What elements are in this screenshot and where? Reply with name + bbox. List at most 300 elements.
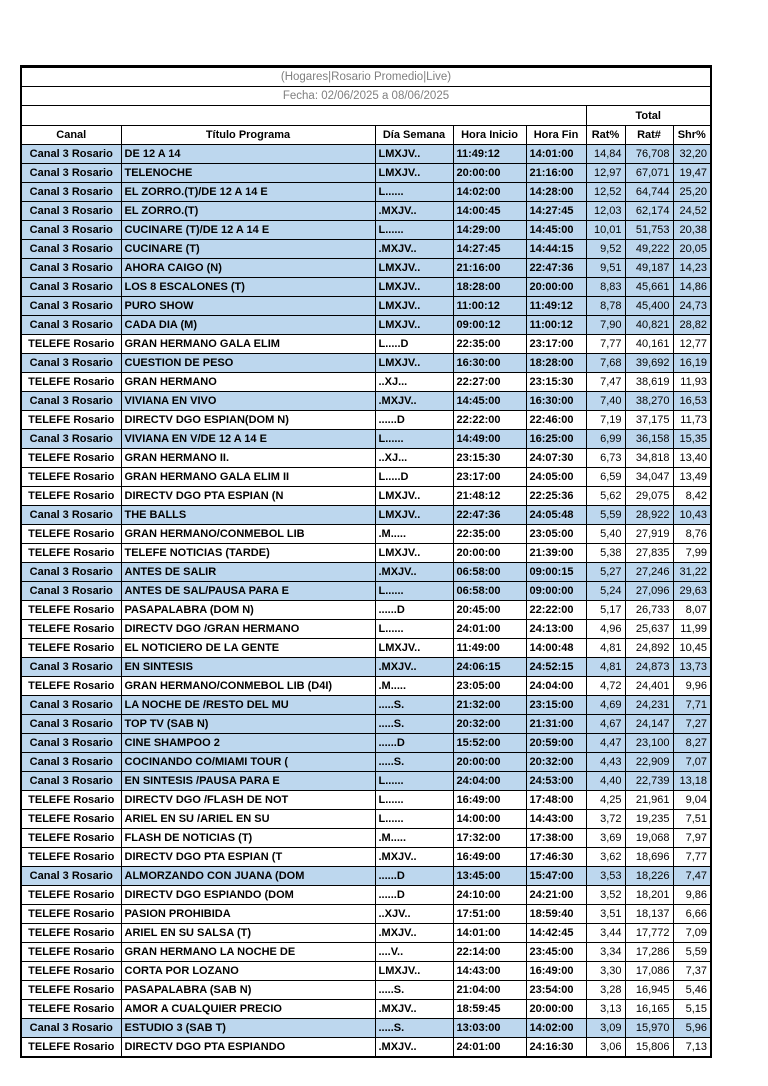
table-row xyxy=(21,829,711,848)
program-title-cell: EL ZORRO.(T)/DE 12 A 14 E xyxy=(121,183,375,202)
day-week-cell: .MXJV.. xyxy=(375,563,453,582)
canal-cell: Canal 3 Rosario xyxy=(21,753,121,772)
total-group-row xyxy=(21,106,711,126)
table-row xyxy=(21,145,711,164)
rating-num-cell: 34,818 xyxy=(625,449,673,468)
rating-pct-cell: 12,52 xyxy=(586,183,625,202)
day-week-cell: .M..... xyxy=(375,677,453,696)
rating-pct-cell: 3,72 xyxy=(586,810,625,829)
table-row xyxy=(21,392,711,411)
column-header-days: Día Semana xyxy=(375,126,453,145)
rating-num-cell: 28,922 xyxy=(625,506,673,525)
program-title-cell: THE BALLS xyxy=(121,506,375,525)
rating-num-cell: 22,739 xyxy=(625,772,673,791)
table-row xyxy=(21,164,711,183)
day-week-cell: ..XJ... xyxy=(375,373,453,392)
start-time-cell: 22:35:00 xyxy=(453,525,526,544)
start-time-cell: 21:04:00 xyxy=(453,981,526,1000)
day-week-cell: ......D xyxy=(375,601,453,620)
canal-cell: Canal 3 Rosario xyxy=(21,278,121,297)
start-time-cell: 17:32:00 xyxy=(453,829,526,848)
end-time-cell: 23:17:00 xyxy=(526,335,586,354)
rating-num-cell: 16,945 xyxy=(625,981,673,1000)
end-time-cell: 14:44:15 xyxy=(526,240,586,259)
share-pct-cell: 16,53 xyxy=(673,392,711,411)
share-pct-cell: 10,43 xyxy=(673,506,711,525)
share-pct-cell: 29,63 xyxy=(673,582,711,601)
table-row xyxy=(21,506,711,525)
day-week-cell: .MXJV.. xyxy=(375,202,453,221)
rating-pct-cell: 12,03 xyxy=(586,202,625,221)
rating-num-cell: 22,909 xyxy=(625,753,673,772)
start-time-cell: 20:00:00 xyxy=(453,164,526,183)
canal-cell: TELEFE Rosario xyxy=(21,924,121,943)
table-row xyxy=(21,544,711,563)
start-time-cell: 20:00:00 xyxy=(453,544,526,563)
rating-num-cell: 37,175 xyxy=(625,411,673,430)
canal-cell: TELEFE Rosario xyxy=(21,829,121,848)
table-row xyxy=(21,791,711,810)
rating-num-cell: 49,187 xyxy=(625,259,673,278)
end-time-cell: 11:00:12 xyxy=(526,316,586,335)
rating-pct-cell: 3,51 xyxy=(586,905,625,924)
rating-pct-cell: 3,53 xyxy=(586,867,625,886)
rating-pct-cell: 7,77 xyxy=(586,335,625,354)
rating-pct-cell: 3,69 xyxy=(586,829,625,848)
share-pct-cell: 24,73 xyxy=(673,297,711,316)
canal-cell: TELEFE Rosario xyxy=(21,1000,121,1019)
day-week-cell: ......D xyxy=(375,411,453,430)
start-time-cell: 20:00:00 xyxy=(453,753,526,772)
end-time-cell: 09:00:15 xyxy=(526,563,586,582)
share-pct-cell: 8,76 xyxy=(673,525,711,544)
column-header-shr-pct: Shr% xyxy=(673,126,711,145)
share-pct-cell: 8,07 xyxy=(673,601,711,620)
rating-num-cell: 23,100 xyxy=(625,734,673,753)
rating-num-cell: 67,071 xyxy=(625,164,673,183)
rating-pct-cell: 14,84 xyxy=(586,145,625,164)
end-time-cell: 17:46:30 xyxy=(526,848,586,867)
day-week-cell: LMXJV.. xyxy=(375,145,453,164)
column-header-rat-pct: Rat% xyxy=(586,126,625,145)
table-row xyxy=(21,240,711,259)
rating-pct-cell: 4,67 xyxy=(586,715,625,734)
rating-pct-cell: 3,09 xyxy=(586,1019,625,1038)
report-date-range: Fecha: 02/06/2025 a 08/06/2025 xyxy=(21,87,711,106)
start-time-cell: 20:45:00 xyxy=(453,601,526,620)
canal-cell: Canal 3 Rosario xyxy=(21,145,121,164)
table-row xyxy=(21,468,711,487)
program-title-cell: LOS 8 ESCALONES (T) xyxy=(121,278,375,297)
canal-cell: TELEFE Rosario xyxy=(21,449,121,468)
canal-cell: Canal 3 Rosario xyxy=(21,164,121,183)
rating-pct-cell: 3,06 xyxy=(586,1038,625,1058)
canal-cell: Canal 3 Rosario xyxy=(21,316,121,335)
canal-cell: Canal 3 Rosario xyxy=(21,563,121,582)
start-time-cell: 16:49:00 xyxy=(453,791,526,810)
day-week-cell: ......D xyxy=(375,867,453,886)
start-time-cell: 11:49:12 xyxy=(453,145,526,164)
rating-num-cell: 49,222 xyxy=(625,240,673,259)
rating-num-cell: 45,400 xyxy=(625,297,673,316)
share-pct-cell: 7,37 xyxy=(673,962,711,981)
canal-cell: Canal 3 Rosario xyxy=(21,715,121,734)
column-header-row xyxy=(21,126,711,145)
rating-num-cell: 18,201 xyxy=(625,886,673,905)
start-time-cell: 13:45:00 xyxy=(453,867,526,886)
day-week-cell: ..XJV.. xyxy=(375,905,453,924)
end-time-cell: 17:48:00 xyxy=(526,791,586,810)
rating-pct-cell: 4,25 xyxy=(586,791,625,810)
start-time-cell: 23:17:00 xyxy=(453,468,526,487)
program-title-cell: TELENOCHE xyxy=(121,164,375,183)
program-title-cell: ARIEL EN SU /ARIEL EN SU xyxy=(121,810,375,829)
start-time-cell: 22:22:00 xyxy=(453,411,526,430)
start-time-cell: 06:58:00 xyxy=(453,563,526,582)
share-pct-cell: 13,18 xyxy=(673,772,711,791)
start-time-cell: 20:32:00 xyxy=(453,715,526,734)
program-title-cell: PURO SHOW xyxy=(121,297,375,316)
canal-cell: TELEFE Rosario xyxy=(21,791,121,810)
end-time-cell: 21:16:00 xyxy=(526,164,586,183)
share-pct-cell: 7,77 xyxy=(673,848,711,867)
end-time-cell: 24:07:30 xyxy=(526,449,586,468)
canal-cell: TELEFE Rosario xyxy=(21,886,121,905)
rating-num-cell: 17,772 xyxy=(625,924,673,943)
program-title-cell: GRAN HERMANO/CONMEBOL LIB xyxy=(121,525,375,544)
start-time-cell: 22:14:00 xyxy=(453,943,526,962)
table-row xyxy=(21,563,711,582)
rating-pct-cell: 8,78 xyxy=(586,297,625,316)
day-week-cell: LMXJV.. xyxy=(375,639,453,658)
start-time-cell: 11:49:00 xyxy=(453,639,526,658)
rating-pct-cell: 4,47 xyxy=(586,734,625,753)
rating-pct-cell: 3,44 xyxy=(586,924,625,943)
program-title-cell: PASAPALABRA (DOM N) xyxy=(121,601,375,620)
program-title-cell: PASION PROHIBIDA xyxy=(121,905,375,924)
day-week-cell: .MXJV.. xyxy=(375,848,453,867)
share-pct-cell: 25,20 xyxy=(673,183,711,202)
start-time-cell: 23:05:00 xyxy=(453,677,526,696)
table-row xyxy=(21,354,711,373)
canal-cell: Canal 3 Rosario xyxy=(21,867,121,886)
canal-cell: Canal 3 Rosario xyxy=(21,354,121,373)
rating-pct-cell: 7,68 xyxy=(586,354,625,373)
end-time-cell: 11:49:12 xyxy=(526,297,586,316)
rating-pct-cell: 5,38 xyxy=(586,544,625,563)
end-time-cell: 23:54:00 xyxy=(526,981,586,1000)
share-pct-cell: 5,96 xyxy=(673,1019,711,1038)
ratings-table xyxy=(20,65,712,1058)
canal-cell: TELEFE Rosario xyxy=(21,468,121,487)
canal-cell: TELEFE Rosario xyxy=(21,525,121,544)
share-pct-cell: 16,19 xyxy=(673,354,711,373)
rating-num-cell: 15,970 xyxy=(625,1019,673,1038)
rating-pct-cell: 5,62 xyxy=(586,487,625,506)
table-row xyxy=(21,924,711,943)
table-row xyxy=(21,202,711,221)
table-row xyxy=(21,297,711,316)
day-week-cell: ....V.. xyxy=(375,943,453,962)
end-time-cell: 24:05:48 xyxy=(526,506,586,525)
start-time-cell: 22:47:36 xyxy=(453,506,526,525)
canal-cell: Canal 3 Rosario xyxy=(21,392,121,411)
end-time-cell: 24:05:00 xyxy=(526,468,586,487)
canal-cell: TELEFE Rosario xyxy=(21,810,121,829)
rating-num-cell: 27,919 xyxy=(625,525,673,544)
program-title-cell: CUCINARE (T) xyxy=(121,240,375,259)
rating-num-cell: 29,075 xyxy=(625,487,673,506)
end-time-cell: 23:45:00 xyxy=(526,943,586,962)
start-time-cell: 13:03:00 xyxy=(453,1019,526,1038)
start-time-cell: 16:49:00 xyxy=(453,848,526,867)
share-pct-cell: 15,35 xyxy=(673,430,711,449)
program-title-cell: ANTES DE SALIR xyxy=(121,563,375,582)
rating-num-cell: 25,637 xyxy=(625,620,673,639)
day-week-cell: ..XJ... xyxy=(375,449,453,468)
canal-cell: TELEFE Rosario xyxy=(21,373,121,392)
rating-pct-cell: 4,43 xyxy=(586,753,625,772)
rating-num-cell: 17,086 xyxy=(625,962,673,981)
canal-cell: TELEFE Rosario xyxy=(21,639,121,658)
share-pct-cell: 7,71 xyxy=(673,696,711,715)
share-pct-cell: 13,49 xyxy=(673,468,711,487)
end-time-cell: 16:30:00 xyxy=(526,392,586,411)
share-pct-cell: 5,59 xyxy=(673,943,711,962)
share-pct-cell: 20,38 xyxy=(673,221,711,240)
day-week-cell: L...... xyxy=(375,791,453,810)
program-title-cell: CADA DIA (M) xyxy=(121,316,375,335)
program-title-cell: DIRECTV DGO ESPIAN(DOM N) xyxy=(121,411,375,430)
rating-pct-cell: 12,97 xyxy=(586,164,625,183)
column-header-title: Título Programa xyxy=(121,126,375,145)
canal-cell: Canal 3 Rosario xyxy=(21,582,121,601)
share-pct-cell: 11,99 xyxy=(673,620,711,639)
rating-pct-cell: 7,40 xyxy=(586,392,625,411)
rating-num-cell: 24,892 xyxy=(625,639,673,658)
rating-num-cell: 24,873 xyxy=(625,658,673,677)
table-row xyxy=(21,487,711,506)
canal-cell: TELEFE Rosario xyxy=(21,411,121,430)
program-title-cell: PASAPALABRA (SAB N) xyxy=(121,981,375,1000)
end-time-cell: 14:01:00 xyxy=(526,145,586,164)
canal-cell: TELEFE Rosario xyxy=(21,487,121,506)
start-time-cell: 18:28:00 xyxy=(453,278,526,297)
share-pct-cell: 5,46 xyxy=(673,981,711,1000)
table-row xyxy=(21,430,711,449)
rating-pct-cell: 3,62 xyxy=(586,848,625,867)
start-time-cell: 14:49:00 xyxy=(453,430,526,449)
end-time-cell: 14:02:00 xyxy=(526,1019,586,1038)
end-time-cell: 22:47:36 xyxy=(526,259,586,278)
program-title-cell: AHORA CAIGO (N) xyxy=(121,259,375,278)
table-row xyxy=(21,221,711,240)
share-pct-cell: 31,22 xyxy=(673,563,711,582)
end-time-cell: 14:27:45 xyxy=(526,202,586,221)
rating-pct-cell: 5,24 xyxy=(586,582,625,601)
table-row xyxy=(21,183,711,202)
total-group-label: Total xyxy=(586,106,711,126)
program-title-cell: DIRECTV DGO /GRAN HERMANO xyxy=(121,620,375,639)
canal-cell: TELEFE Rosario xyxy=(21,962,121,981)
rating-num-cell: 27,096 xyxy=(625,582,673,601)
table-row xyxy=(21,715,711,734)
program-title-cell: CUESTION DE PESO xyxy=(121,354,375,373)
share-pct-cell: 20,05 xyxy=(673,240,711,259)
share-pct-cell: 9,86 xyxy=(673,886,711,905)
start-time-cell: 11:00:12 xyxy=(453,297,526,316)
table-row xyxy=(21,772,711,791)
share-pct-cell: 10,45 xyxy=(673,639,711,658)
end-time-cell: 21:39:00 xyxy=(526,544,586,563)
day-week-cell: LMXJV.. xyxy=(375,962,453,981)
program-title-cell: DIRECTV DGO /FLASH DE NOT xyxy=(121,791,375,810)
table-row xyxy=(21,639,711,658)
rating-pct-cell: 4,40 xyxy=(586,772,625,791)
program-title-cell: DE 12 A 14 xyxy=(121,145,375,164)
canal-cell: Canal 3 Rosario xyxy=(21,221,121,240)
start-time-cell: 14:02:00 xyxy=(453,183,526,202)
share-pct-cell: 11,73 xyxy=(673,411,711,430)
day-week-cell: .....S. xyxy=(375,981,453,1000)
rating-num-cell: 24,401 xyxy=(625,677,673,696)
share-pct-cell: 7,13 xyxy=(673,1038,711,1058)
canal-cell: TELEFE Rosario xyxy=(21,620,121,639)
end-time-cell: 16:25:00 xyxy=(526,430,586,449)
start-time-cell: 22:27:00 xyxy=(453,373,526,392)
column-header-start: Hora Inicio xyxy=(453,126,526,145)
rating-pct-cell: 4,81 xyxy=(586,639,625,658)
canal-cell: TELEFE Rosario xyxy=(21,335,121,354)
start-time-cell: 14:29:00 xyxy=(453,221,526,240)
start-time-cell: 14:00:00 xyxy=(453,810,526,829)
canal-cell: Canal 3 Rosario xyxy=(21,259,121,278)
end-time-cell: 20:00:00 xyxy=(526,278,586,297)
program-title-cell: GRAN HERMANO II. xyxy=(121,449,375,468)
rating-pct-cell: 3,34 xyxy=(586,943,625,962)
day-week-cell: LMXJV.. xyxy=(375,487,453,506)
rating-num-cell: 15,806 xyxy=(625,1038,673,1058)
program-title-cell: DIRECTV DGO PTA ESPIAN (N xyxy=(121,487,375,506)
table-row xyxy=(21,696,711,715)
day-week-cell: .....S. xyxy=(375,696,453,715)
program-title-cell: FLASH DE NOTICIAS (T) xyxy=(121,829,375,848)
end-time-cell: 18:28:00 xyxy=(526,354,586,373)
day-week-cell: LMXJV.. xyxy=(375,278,453,297)
rating-pct-cell: 4,69 xyxy=(586,696,625,715)
program-title-cell: AMOR A CUALQUIER PRECIO xyxy=(121,1000,375,1019)
rating-num-cell: 45,661 xyxy=(625,278,673,297)
program-title-cell: GRAN HERMANO LA NOCHE DE xyxy=(121,943,375,962)
start-time-cell: 21:32:00 xyxy=(453,696,526,715)
day-week-cell: L...... xyxy=(375,582,453,601)
program-title-cell: GRAN HERMANO xyxy=(121,373,375,392)
day-week-cell: ......D xyxy=(375,734,453,753)
day-week-cell: ......D xyxy=(375,886,453,905)
start-time-cell: 17:51:00 xyxy=(453,905,526,924)
share-pct-cell: 7,07 xyxy=(673,753,711,772)
table-row xyxy=(21,335,711,354)
rating-num-cell: 24,231 xyxy=(625,696,673,715)
canal-cell: TELEFE Rosario xyxy=(21,677,121,696)
program-title-cell: CINE SHAMPOO 2 xyxy=(121,734,375,753)
table-row xyxy=(21,278,711,297)
day-week-cell: L...... xyxy=(375,183,453,202)
rating-num-cell: 19,068 xyxy=(625,829,673,848)
start-time-cell: 14:43:00 xyxy=(453,962,526,981)
start-time-cell: 24:01:00 xyxy=(453,1038,526,1058)
end-time-cell: 20:59:00 xyxy=(526,734,586,753)
day-week-cell: .MXJV.. xyxy=(375,240,453,259)
day-week-cell: .....S. xyxy=(375,715,453,734)
table-row xyxy=(21,943,711,962)
share-pct-cell: 7,47 xyxy=(673,867,711,886)
program-title-cell: ESTUDIO 3 (SAB T) xyxy=(121,1019,375,1038)
end-time-cell: 23:05:00 xyxy=(526,525,586,544)
share-pct-cell: 7,51 xyxy=(673,810,711,829)
rating-pct-cell: 5,17 xyxy=(586,601,625,620)
day-week-cell: L.....D xyxy=(375,468,453,487)
rating-num-cell: 16,165 xyxy=(625,1000,673,1019)
rating-num-cell: 51,753 xyxy=(625,221,673,240)
program-title-cell: DIRECTV DGO PTA ESPIAN (T xyxy=(121,848,375,867)
end-time-cell: 18:59:40 xyxy=(526,905,586,924)
day-week-cell: LMXJV.. xyxy=(375,506,453,525)
day-week-cell: L...... xyxy=(375,810,453,829)
table-row xyxy=(21,658,711,677)
table-row xyxy=(21,259,711,278)
canal-cell: TELEFE Rosario xyxy=(21,981,121,1000)
rating-num-cell: 24,147 xyxy=(625,715,673,734)
table-row xyxy=(21,867,711,886)
program-title-cell: ALMORZANDO CON JUANA (DOM xyxy=(121,867,375,886)
table-body xyxy=(21,145,711,1058)
canal-cell: TELEFE Rosario xyxy=(21,943,121,962)
table-row xyxy=(21,734,711,753)
rating-pct-cell: 5,40 xyxy=(586,525,625,544)
share-pct-cell: 7,99 xyxy=(673,544,711,563)
day-week-cell: .MXJV.. xyxy=(375,1000,453,1019)
program-title-cell: EL NOTICIERO DE LA GENTE xyxy=(121,639,375,658)
share-pct-cell: 14,23 xyxy=(673,259,711,278)
rating-num-cell: 19,235 xyxy=(625,810,673,829)
program-title-cell: EN SINTESIS xyxy=(121,658,375,677)
canal-cell: Canal 3 Rosario xyxy=(21,1019,121,1038)
rating-num-cell: 62,174 xyxy=(625,202,673,221)
share-pct-cell: 8,27 xyxy=(673,734,711,753)
rating-pct-cell: 3,28 xyxy=(586,981,625,1000)
program-title-cell: COCINANDO CO/MIAMI TOUR ( xyxy=(121,753,375,772)
start-time-cell: 15:52:00 xyxy=(453,734,526,753)
rating-pct-cell: 6,59 xyxy=(586,468,625,487)
rating-num-cell: 26,733 xyxy=(625,601,673,620)
program-title-cell: ARIEL EN SU SALSA (T) xyxy=(121,924,375,943)
start-time-cell: 18:59:45 xyxy=(453,1000,526,1019)
share-pct-cell: 7,09 xyxy=(673,924,711,943)
day-week-cell: .M..... xyxy=(375,829,453,848)
end-time-cell: 24:52:15 xyxy=(526,658,586,677)
rating-num-cell: 39,692 xyxy=(625,354,673,373)
rating-pct-cell: 3,30 xyxy=(586,962,625,981)
day-week-cell: LMXJV.. xyxy=(375,297,453,316)
start-time-cell: 14:00:45 xyxy=(453,202,526,221)
rating-num-cell: 18,226 xyxy=(625,867,673,886)
end-time-cell: 24:13:00 xyxy=(526,620,586,639)
start-time-cell: 23:15:30 xyxy=(453,449,526,468)
start-time-cell: 06:58:00 xyxy=(453,582,526,601)
day-week-cell: L...... xyxy=(375,772,453,791)
share-pct-cell: 9,04 xyxy=(673,791,711,810)
